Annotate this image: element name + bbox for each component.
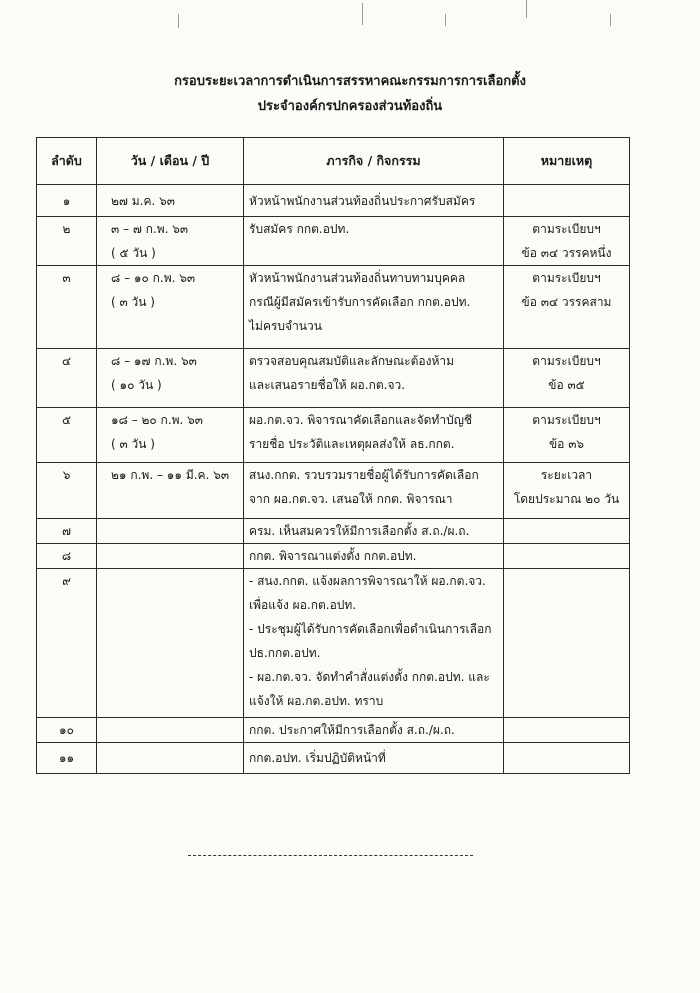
- row-date: [97, 544, 244, 569]
- row-task-line: เพื่อแจ้ง ผอ.กต.อปท.: [249, 598, 357, 612]
- table-row: [37, 718, 630, 743]
- scan-mark: [445, 14, 446, 26]
- row-date-line: ๒๑ ก.พ. – ๑๑ มี.ค. ๖๓: [111, 468, 230, 482]
- table-row: [37, 569, 630, 718]
- table-row: [37, 217, 630, 266]
- row-date-line: ( ๓ วัน ): [111, 437, 155, 451]
- row-task: [244, 544, 504, 569]
- row-remark: [504, 718, 630, 743]
- row-number: ๕: [37, 408, 97, 463]
- table-row: [37, 463, 630, 519]
- row-date-line: ๓ – ๗ ก.พ. ๖๓: [111, 222, 189, 236]
- row-date: [97, 408, 244, 463]
- row-task: [244, 185, 504, 217]
- row-remark-line: ข้อ ๓๔ วรรคหนึ่ง: [521, 246, 612, 260]
- row-number: ๔: [37, 349, 97, 408]
- header-date: วัน / เดือน / ปี: [97, 138, 244, 185]
- row-task-line: และเสนอรายชื่อให้ ผอ.กต.จว.: [249, 378, 406, 392]
- header-order: ลำดับ: [37, 138, 97, 185]
- header-task: ภารกิจ / กิจกรรม: [244, 138, 504, 185]
- row-remark: [504, 185, 630, 217]
- row-date-line: ( ๓ วัน ): [111, 295, 155, 309]
- row-task-line: ไม่ครบจำนวน: [249, 319, 322, 333]
- row-date-line: ๑๘ – ๒๐ ก.พ. ๖๓: [111, 413, 203, 427]
- row-task-line: รับสมัคร กกต.อปท.: [249, 222, 350, 236]
- row-remark: [504, 349, 630, 408]
- row-remark: [504, 408, 630, 463]
- table-row: [37, 266, 630, 349]
- row-task-line: - ผอ.กต.จว. จัดทำคำสั่งแต่งตั้ง กกต.อปท. และ: [249, 670, 490, 684]
- document-title: กรอบระยะเวลาการดำเนินการสรรหาคณะกรรมการการเลือกตั้ง: [174, 74, 526, 89]
- scan-mark: [526, 0, 527, 18]
- row-date-line: ( ๑๐ วัน ): [111, 378, 162, 392]
- row-date: [97, 743, 244, 774]
- row-date: [97, 266, 244, 349]
- schedule-table: [36, 137, 630, 774]
- header-remark: หมายเหตุ: [504, 138, 630, 185]
- row-date: [97, 185, 244, 217]
- row-number: ๑: [37, 185, 97, 217]
- row-task-line: แจ้งให้ ผอ.กต.อปท. ทราบ: [249, 694, 384, 708]
- row-date-line: ๒๗ ม.ค. ๖๓: [111, 193, 175, 208]
- row-number: ๙: [37, 569, 97, 718]
- row-date-line: ๘ – ๑๐ ก.พ. ๖๓: [111, 271, 196, 285]
- row-remark-line: ระยะเวลา: [540, 468, 593, 482]
- row-task-line: ครม. เห็นสมควรให้มีการเลือกตั้ง ส.ถ./ผ.ถ.: [249, 524, 470, 538]
- row-task-line: ปธ.กกต.อปท.: [249, 646, 321, 660]
- row-task-line: - ประชุมผู้ได้รับการคัดเลือกเพื่อดำเนินการเลือก: [249, 622, 492, 636]
- row-task-line: กกต. ประกาศให้มีการเลือกตั้ง ส.ถ./ผ.ถ.: [249, 723, 455, 737]
- row-number: ๒: [37, 217, 97, 266]
- row-task-line: หัวหน้าพนักงานส่วนท้องถิ่นประกาศรับสมัคร: [249, 193, 476, 208]
- table-row: [37, 743, 630, 774]
- row-task: [244, 463, 504, 519]
- row-remark: [504, 463, 630, 519]
- row-number: ๘: [37, 544, 97, 569]
- row-task: [244, 519, 504, 544]
- scan-mark: [178, 14, 179, 28]
- row-number: ๓: [37, 266, 97, 349]
- row-remark: [504, 217, 630, 266]
- row-date: [97, 463, 244, 519]
- row-task-line: กกต.อปท. เริ่มปฏิบัติหน้าที่: [249, 751, 386, 765]
- row-task-line: ผอ.กต.จว. พิจารณาคัดเลือกและจัดทำบัญชี: [249, 413, 473, 427]
- signature-dashed-line: [188, 855, 473, 856]
- row-task: [244, 569, 504, 718]
- table-header-row: [37, 138, 630, 185]
- row-task-line: รายชื่อ ประวัติและเหตุผลส่งให้ ลธ.กกต.: [249, 437, 455, 451]
- row-task: [244, 743, 504, 774]
- row-remark-line: ตามระเบียบฯ: [532, 222, 601, 236]
- row-remark: [504, 544, 630, 569]
- row-number: ๑๐: [37, 718, 97, 743]
- table-row: [37, 185, 630, 217]
- row-remark: [504, 266, 630, 349]
- row-task-line: สนง.กกต. รวบรวมรายชื่อผู้ได้รับการคัดเลือก: [249, 468, 479, 482]
- row-task: [244, 408, 504, 463]
- row-task: [244, 217, 504, 266]
- table-row: [37, 519, 630, 544]
- row-remark: [504, 569, 630, 718]
- row-remark-line: ตามระเบียบฯ: [532, 354, 601, 368]
- row-remark-line: โดยประมาณ ๒๐ วัน: [513, 492, 620, 506]
- scan-mark: [610, 14, 611, 26]
- row-task: [244, 266, 504, 349]
- row-remark-line: ข้อ ๓๕: [548, 378, 585, 392]
- row-task: [244, 349, 504, 408]
- row-number: ๖: [37, 463, 97, 519]
- table-row: [37, 408, 630, 463]
- row-date: [97, 718, 244, 743]
- row-task-line: - สนง.กกต. แจ้งผลการพิจารณาให้ ผอ.กต.จว.: [249, 574, 486, 588]
- row-remark: [504, 743, 630, 774]
- row-date: [97, 569, 244, 718]
- row-task-line: หัวหน้าพนักงานส่วนท้องถิ่นทาบทามบุคคล: [249, 271, 466, 285]
- row-date: [97, 349, 244, 408]
- row-task: [244, 718, 504, 743]
- row-task-line: จาก ผอ.กต.จว. เสนอให้ กกต. พิจารณา: [249, 492, 453, 506]
- row-date-line: ( ๕ วัน ): [111, 246, 156, 260]
- scan-mark: [362, 3, 363, 25]
- row-remark-line: ตามระเบียบฯ: [532, 271, 601, 285]
- row-number: ๑๑: [37, 743, 97, 774]
- row-date: [97, 217, 244, 266]
- row-date: [97, 519, 244, 544]
- table-row: [37, 544, 630, 569]
- row-task-line: ตรวจสอบคุณสมบัติและลักษณะต้องห้าม: [249, 354, 455, 368]
- table-row: [37, 349, 630, 408]
- document-subtitle: ประจำองค์กรปกครองส่วนท้องถิ่น: [257, 99, 443, 114]
- row-remark-line: ข้อ ๓๖: [548, 437, 585, 451]
- row-task-line: กกต. พิจารณาแต่งตั้ง กกต.อปท.: [249, 549, 417, 563]
- row-task-line: กรณีผู้มีสมัครเข้ารับการคัดเลือก กกต.อปท.: [249, 295, 471, 309]
- row-remark-line: ข้อ ๓๔ วรรคสาม: [521, 295, 612, 309]
- row-number: ๗: [37, 519, 97, 544]
- row-remark-line: ตามระเบียบฯ: [532, 413, 601, 427]
- row-remark: [504, 519, 630, 544]
- row-date-line: ๘ – ๑๗ ก.พ. ๖๓: [111, 354, 197, 368]
